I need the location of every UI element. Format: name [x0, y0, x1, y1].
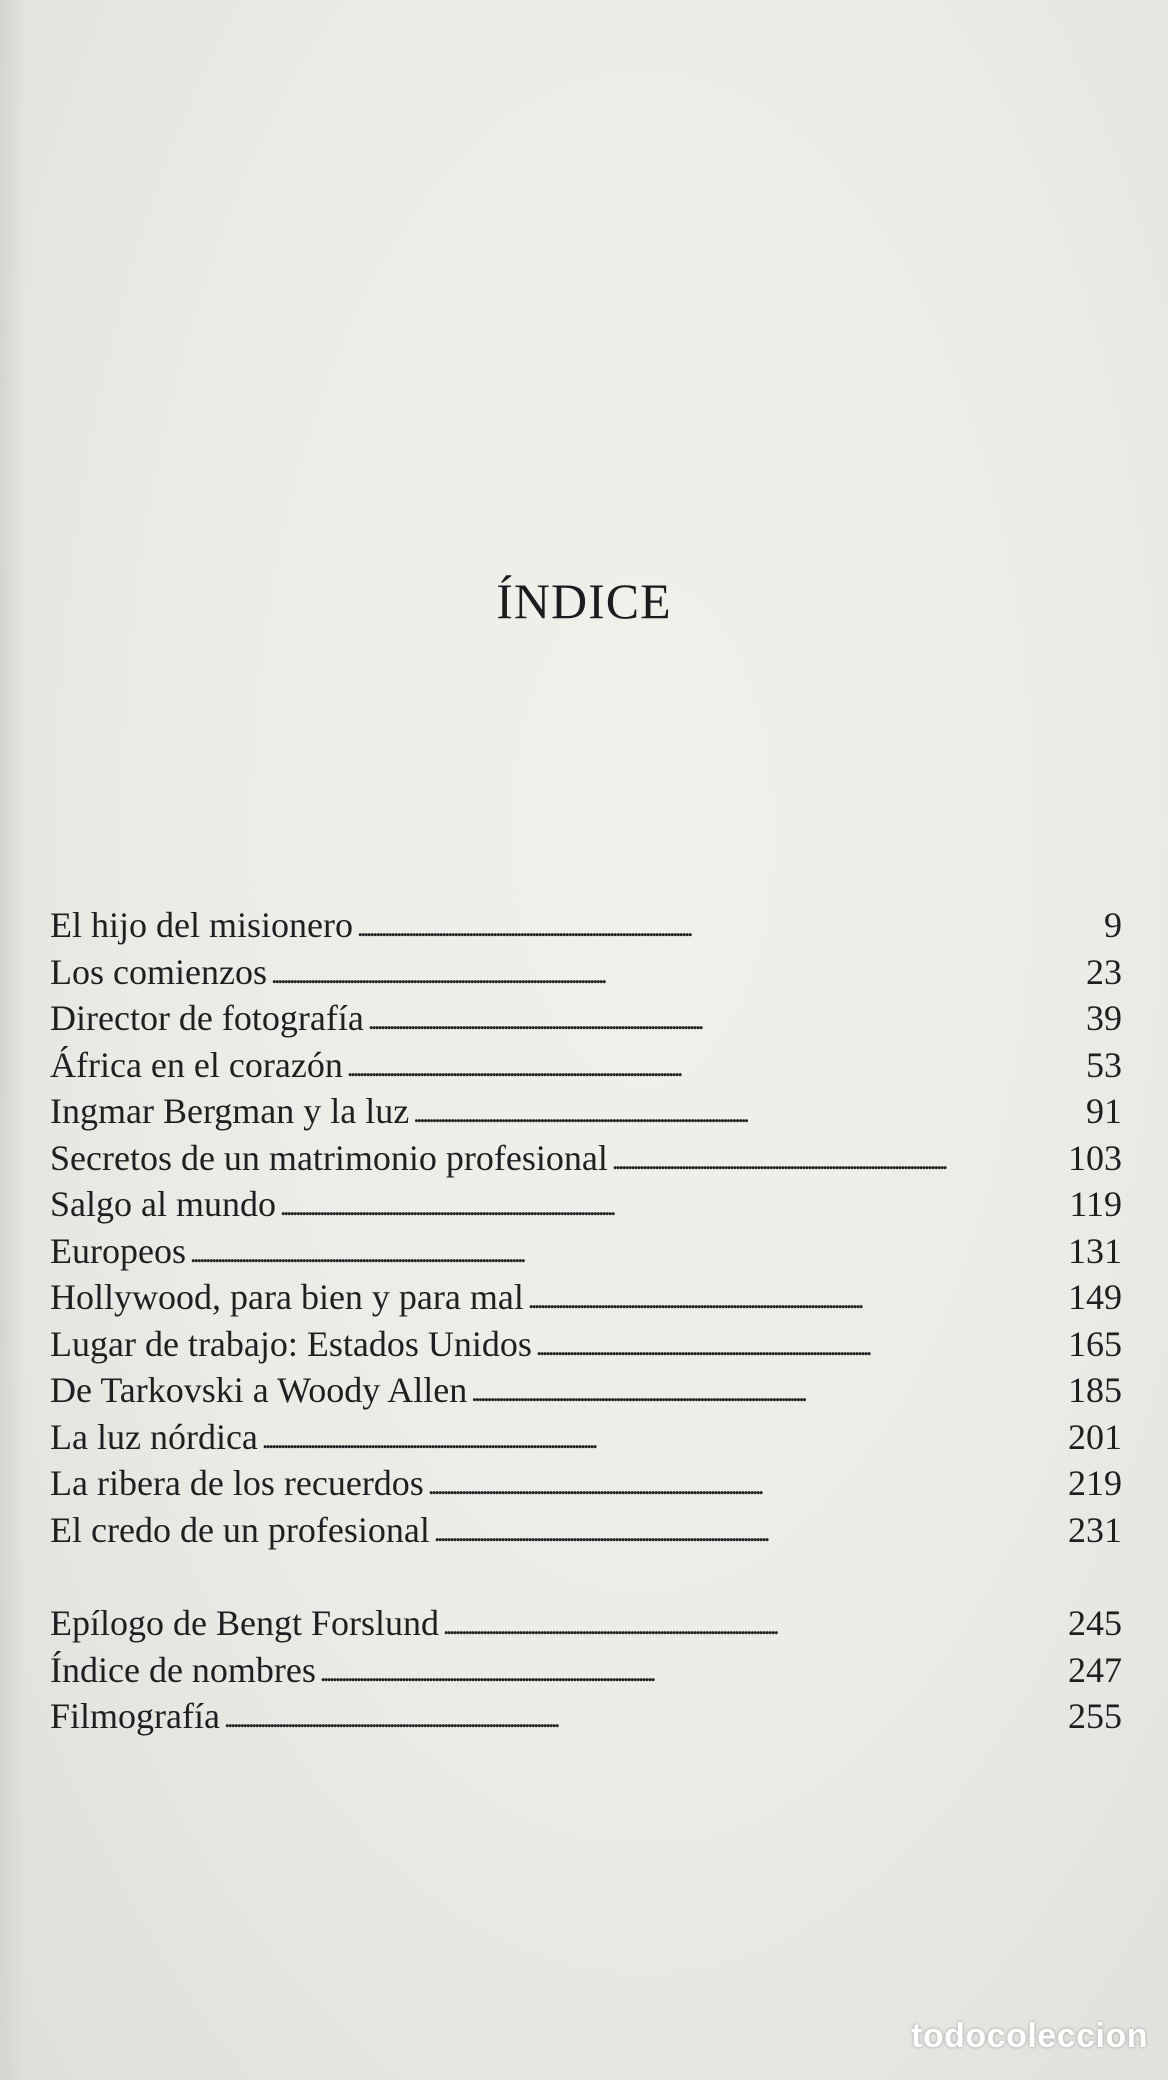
- toc-entry-page: 247: [1068, 1649, 1122, 1690]
- toc-entry-page: 103: [1068, 1137, 1122, 1178]
- toc-entry: [50, 902, 1122, 949]
- toc-entry-title: Índice de nombres: [50, 1649, 316, 1690]
- watermark-logo: todocoleccion: [911, 2017, 1148, 2055]
- toc-entry-title: Los comienzos: [50, 951, 267, 992]
- toc-entry: [50, 1647, 1122, 1694]
- toc-entry-title: Secretos de un matrimonio profesional: [50, 1137, 608, 1178]
- dot-leader: [271, 948, 1034, 998]
- dot-leader: [428, 1459, 1034, 1509]
- toc-entry-title: La ribera de los recuerdos: [50, 1463, 424, 1503]
- dot-leader: [528, 1273, 1034, 1323]
- toc-entry: [50, 1414, 1122, 1461]
- toc-entry-page: 39: [1086, 998, 1122, 1038]
- toc-entry-page: 219: [1068, 1463, 1122, 1503]
- dot-leader: [190, 1227, 1034, 1277]
- dot-leader: [262, 1413, 1034, 1463]
- toc-entry: [50, 1693, 1122, 1740]
- toc-entry: [50, 995, 1122, 1042]
- dot-leader: [434, 1506, 1034, 1556]
- toc-entry-page: 165: [1068, 1323, 1122, 1364]
- dot-leader: [280, 1180, 1034, 1230]
- dot-leader: [471, 1366, 1034, 1416]
- dot-leader: [536, 1320, 1034, 1370]
- toc-entry-title: La luz nórdica: [50, 1416, 258, 1457]
- dot-leader: [320, 1646, 1034, 1696]
- page-edge-shadow: [0, 0, 26, 2080]
- toc-entry: [50, 1228, 1122, 1275]
- toc-entry-page: 231: [1068, 1509, 1122, 1550]
- toc-entry-page: 149: [1068, 1277, 1122, 1317]
- toc-entry-title: El credo de un profesional: [50, 1509, 430, 1550]
- toc-entry-page: 53: [1086, 1044, 1122, 1085]
- toc-entry-title: Hollywood, para bien y para mal: [50, 1277, 524, 1317]
- dot-leader: [368, 994, 1034, 1044]
- toc-entry-page: 131: [1068, 1230, 1122, 1271]
- toc-entry-page: 119: [1069, 1184, 1122, 1224]
- toc-entry-title: África en el corazón: [50, 1044, 343, 1085]
- toc-entry-title: De Tarkovski a Woody Allen: [50, 1370, 468, 1410]
- dot-leader: [357, 901, 1034, 951]
- dot-leader: [443, 1599, 1034, 1649]
- toc-entry-title: Epílogo de Bengt Forslund: [50, 1603, 439, 1643]
- toc-entry: [50, 1088, 1122, 1135]
- toc-entry: [50, 1042, 1122, 1089]
- dot-leader: [413, 1087, 1034, 1137]
- dot-leader: [612, 1134, 1034, 1184]
- toc-entry-page: 9: [1104, 905, 1122, 945]
- toc-entry-title: Lugar de trabajo: Estados Unidos: [50, 1323, 532, 1364]
- toc-entry-title: El hijo del misionero: [50, 905, 353, 945]
- table-of-contents-main: [50, 902, 1122, 1553]
- toc-entry: [50, 1600, 1122, 1647]
- toc-entry: [50, 949, 1122, 996]
- toc-entry-title: Salgo al mundo: [50, 1184, 276, 1224]
- toc-entry-page: 23: [1086, 951, 1122, 992]
- toc-entry-title: Director de fotografía: [50, 998, 364, 1038]
- dot-leader: [224, 1692, 1034, 1742]
- dot-leader: [347, 1041, 1034, 1091]
- toc-entry: [50, 1135, 1122, 1182]
- toc-entry: [50, 1507, 1122, 1554]
- toc-entry: [50, 1321, 1122, 1368]
- toc-entry-page: 91: [1086, 1091, 1122, 1131]
- toc-entry-title: Europeos: [50, 1230, 186, 1271]
- page-title: ÍNDICE: [496, 573, 672, 629]
- toc-entry-title: Ingmar Bergman y la luz: [50, 1091, 410, 1131]
- toc-entry-page: 185: [1068, 1370, 1122, 1410]
- toc-entry: [50, 1274, 1122, 1321]
- toc-entry: [50, 1460, 1122, 1507]
- toc-entry-page: 245: [1068, 1603, 1122, 1643]
- toc-entry: [50, 1367, 1122, 1414]
- toc-entry-title: Filmografía: [50, 1696, 220, 1736]
- toc-entry-page: 255: [1068, 1696, 1122, 1736]
- toc-entry-page: 201: [1068, 1416, 1122, 1457]
- toc-entry: [50, 1181, 1122, 1228]
- table-of-contents-back-matter: [50, 1600, 1122, 1740]
